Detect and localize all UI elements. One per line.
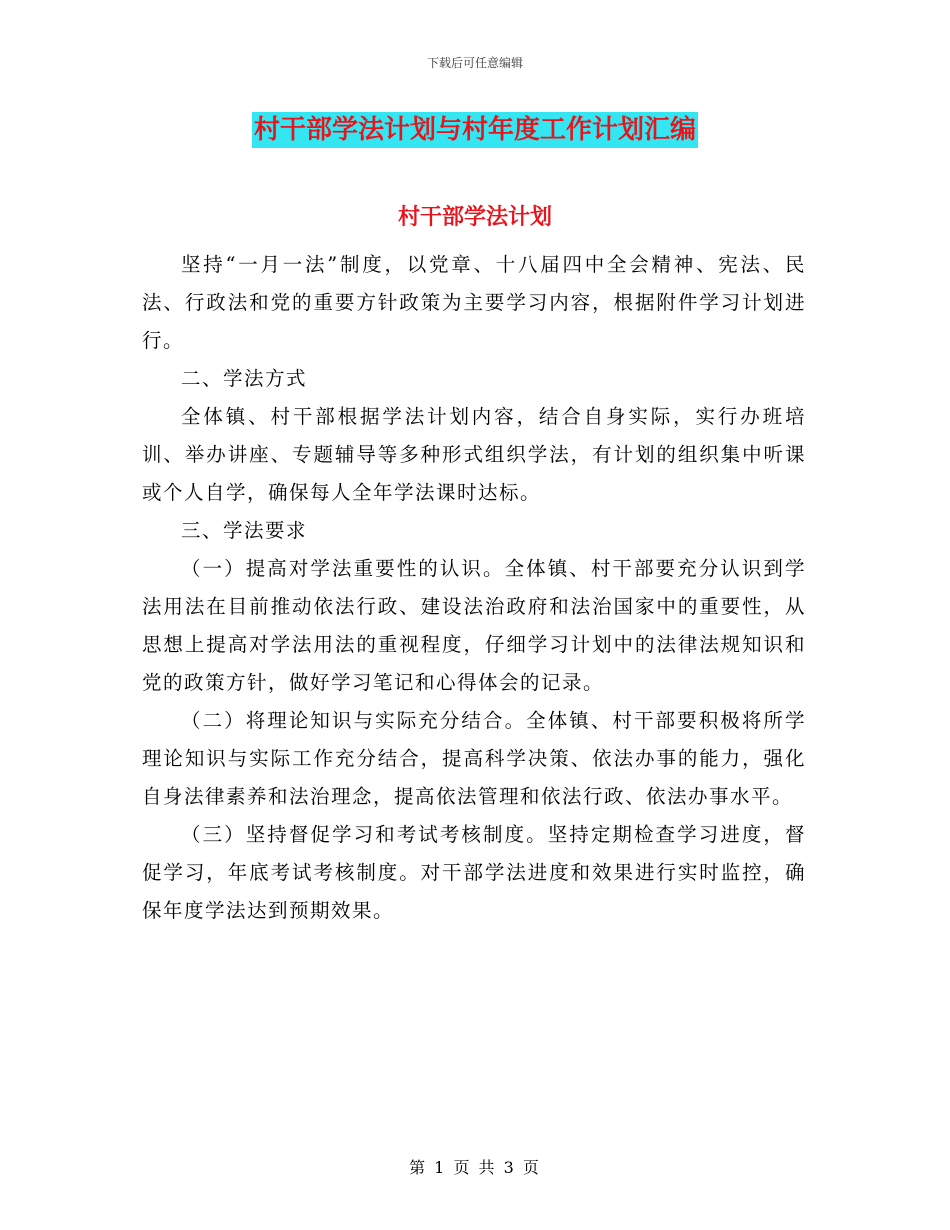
heading-study-requirements: 三、学法要求 <box>181 519 308 542</box>
paragraph-requirement-2: （二）将理论知识与实际充分结合。全体镇、村干部要积极将所学理论知识与实际工作充分结合，提高科学决策、依法办事的能力，强化自身法律素养和法治理念，提高依法管理和依法行政、依法办事水平。 <box>142 709 806 808</box>
section-title: 村干部学法计划 <box>397 205 552 230</box>
paragraph-intro: 坚持“一月一法”制度，以党章、十八届四中全会精神、宪法、民法、行政法和党的重要方针政策为主要学习内容，根据附件学习计划进行。 <box>142 253 806 352</box>
heading-study-method: 二、学法方式 <box>181 367 308 390</box>
main-title: 村干部学法计划与村年度工作计划汇编 <box>252 112 698 148</box>
main-title-container <box>0 112 950 148</box>
document-body <box>142 246 806 930</box>
header-note: 下载后可任意编辑 <box>426 56 523 70</box>
paragraph-requirement-3: （三）坚持督促学习和考试考核制度。坚持定期检查学习进度，督促学习，年底考试考核制度。对干部学法进度和效果进行实时监控，确保年度学法达到预期效果。 <box>142 823 806 922</box>
page-number-footer: 第 1 页 共 3 页 <box>409 1158 541 1177</box>
paragraph-study-method: 全体镇、村干部根据学法计划内容，结合自身实际，实行办班培训、举办讲座、专题辅导等多种形式组织学法，有计划的组织集中听课或个人自学，确保每人全年学法课时达标。 <box>142 405 806 504</box>
paragraph-requirement-1: （一）提高对学法重要性的认识。全体镇、村干部要充分认识到学法用法在目前推动依法行政、建设法治政府和法治国家中的重要性，从思想上提高对学法用法的重视程度，仔细学习计划中的法律法规知识和党的政策方针，做好学习笔记和心得体会的记录。 <box>142 557 806 694</box>
